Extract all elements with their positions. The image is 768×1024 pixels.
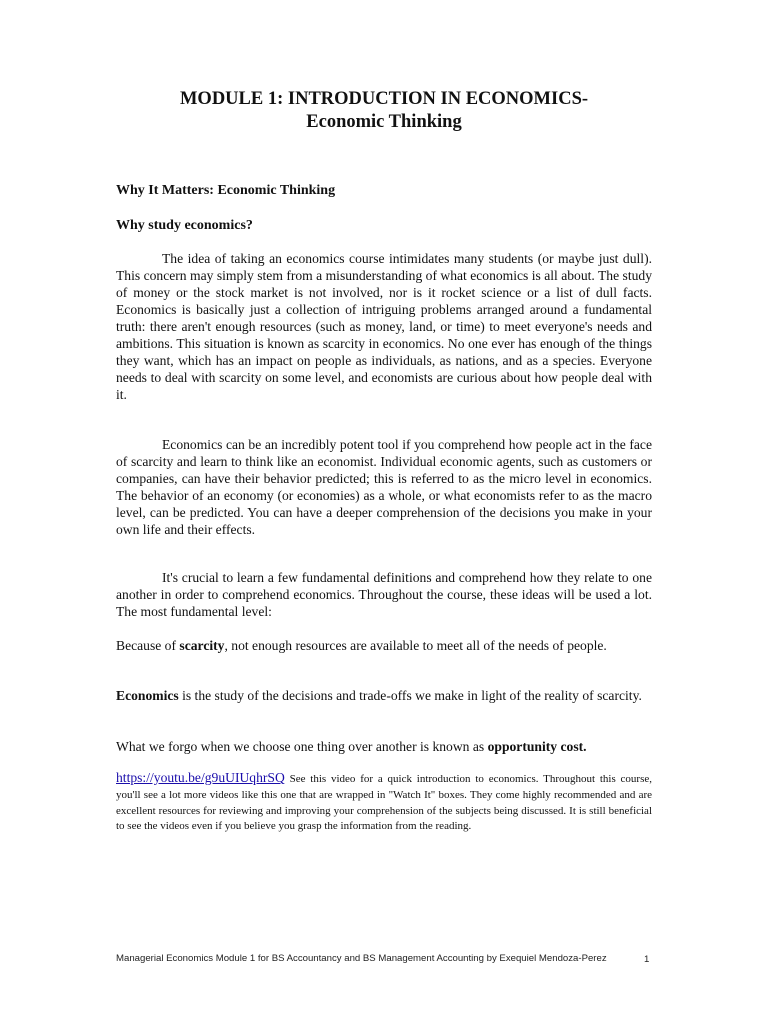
paragraph-scarcity bbox=[116, 637, 652, 654]
scarcity-text-after: , not enough resources are available to meet all of the needs of people. bbox=[224, 638, 607, 653]
paragraph-economics-definition bbox=[116, 687, 652, 704]
paragraph-opportunity-cost bbox=[116, 738, 652, 755]
paragraph-definitions: It's crucial to learn a few fundamental definitions and comprehend how they relate to one another in order to comprehend economics. Throughout the course, these ideas will be used a lot. The most fundamental level: bbox=[116, 570, 652, 619]
opportunity-cost-term: opportunity cost. bbox=[487, 739, 587, 754]
opportunity-text-before: What we forgo when we choose one thing over another is known as bbox=[116, 739, 488, 754]
video-note bbox=[116, 770, 652, 835]
scarcity-term: scarcity bbox=[179, 638, 225, 653]
title-line-2: Economic Thinking bbox=[306, 112, 462, 132]
page-footer: Managerial Economics Module 1 for BS Accountancy and BS Management Accounting by Exequiel Mendoza-Perez bbox=[116, 953, 607, 964]
economics-term: Economics bbox=[116, 688, 179, 703]
paragraph-potent-tool: Economics can be an incredibly potent tool if you comprehend how people act in the face of scarcity and learn to think like an economist. Individual economic agents, such as customers or companies, can have their behavior predicted; this is referred to as the micro level in economics. The behavior of an economy (or economies) as a whole, or what economists refer to as the macro level, can be predicted. You can have a deeper comprehension of the decisions you make in your own life and their effects. bbox=[116, 437, 652, 537]
heading-why-it-matters: Why It Matters: Economic Thinking bbox=[116, 183, 336, 198]
economics-text-after: is the study of the decisions and trade-offs we make in light of the reality of scarcity. bbox=[178, 688, 642, 703]
paragraph-intro: The idea of taking an economics course intimidates many students (or maybe just dull). This concern may simply stem from a misunderstanding of what economics is all about. The study of money or the stock market is not involved, nor is it rocket science or a list of dull facts. Economics is basically just a collection of intriguing problems arranged around a fundamental truth: there aren't enough resources (such as money, land, or time) to meet everyone's needs and ambitions. This situation is known as scarcity in economics. No one ever has enough of the things they want, which has an impact on people as individuals, as nations, and as a species. Everyone needs to deal with scarcity on some level, and economists are curious about how people deal with it. bbox=[116, 251, 652, 402]
video-note-text: See this video for a quick introduction to economics. Throughout this course, you'll see a lot more videos like this one that are wrapped in "Watch It" boxes. They come highly recommended and are excellent resources for reviewing and improving your comprehension of the subjects being discussed. It is still beneficial to see the videos even if you believe you grasp the information from the reading. bbox=[116, 773, 652, 833]
page-title bbox=[116, 88, 652, 134]
title-line-1: MODULE 1: INTRODUCTION IN ECONOMICS- bbox=[179, 89, 589, 109]
page-number: 1 bbox=[644, 954, 650, 965]
heading-why-study: Why study economics? bbox=[116, 218, 253, 233]
video-link[interactable]: https://youtu.be/g9uUIUqhrSQ bbox=[116, 770, 285, 785]
scarcity-text-before: Because of bbox=[116, 638, 180, 653]
